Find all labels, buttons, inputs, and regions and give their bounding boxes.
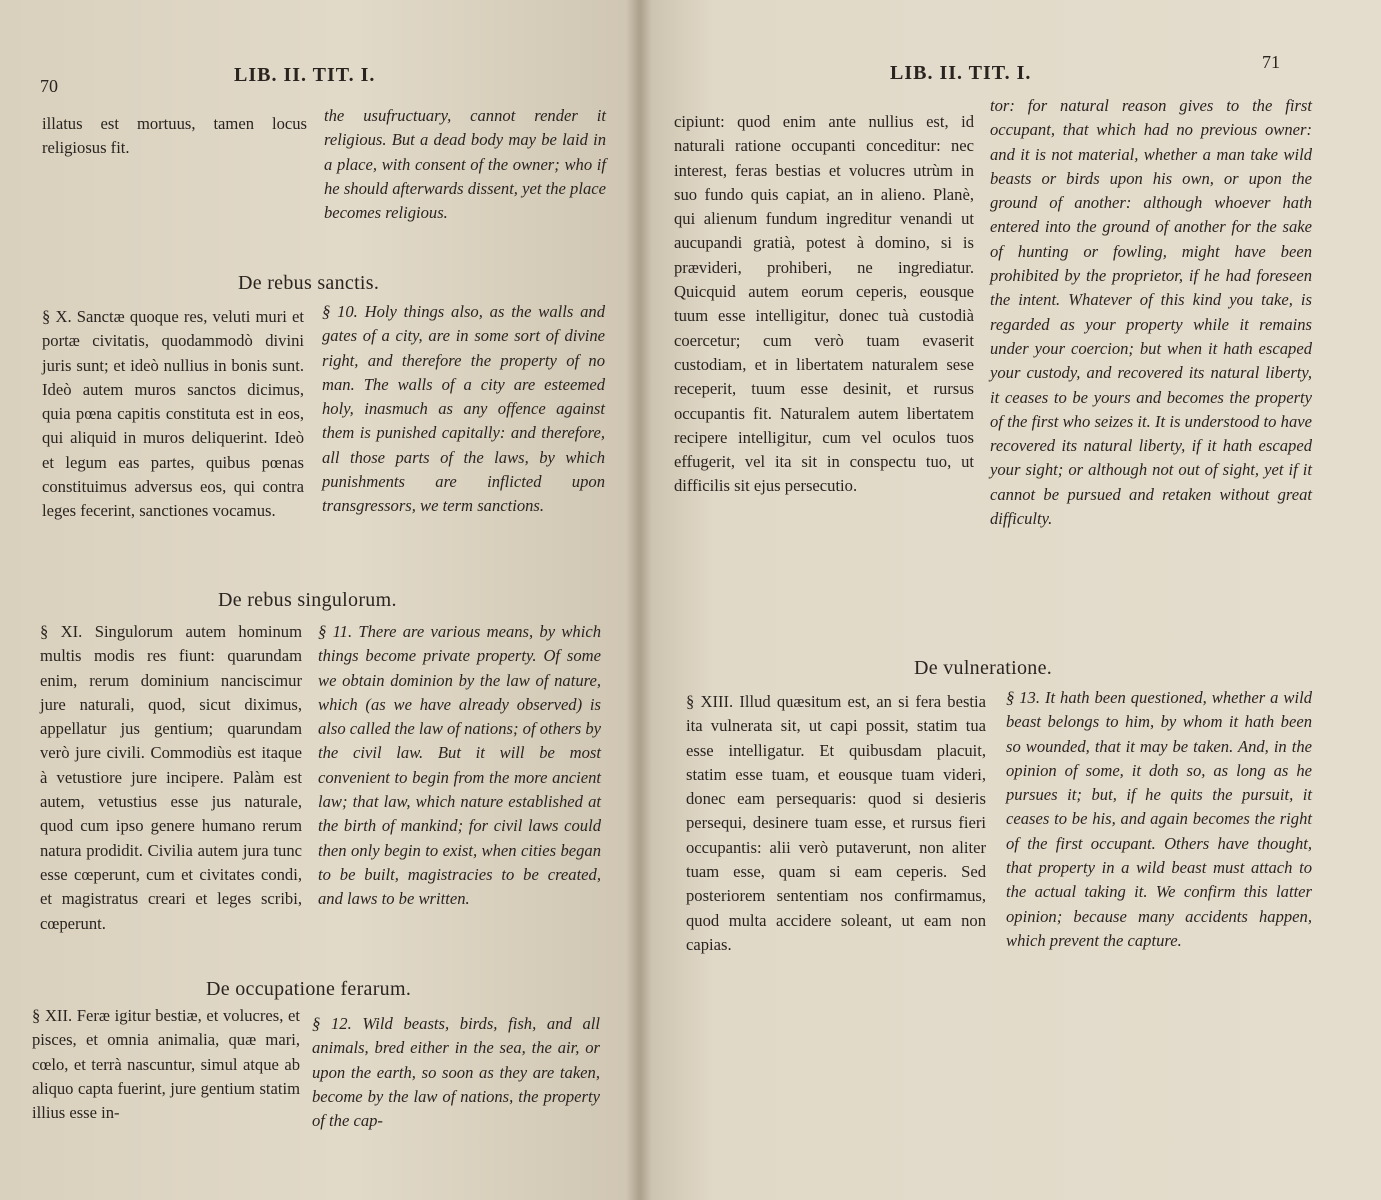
right-running-head: LIB. II. TIT. I. — [890, 62, 1032, 84]
section-english — [318, 620, 601, 912]
english-text: § 10. Holy things also, as the walls and gates of a city, are in some sort of divine right, and therefore the property of no man. The walls of a city are esteemed holy, inasmuch as any offence against them is punished capitally: and therefore, all those parts of the laws, by which punishments are inflicted upon transgressors, we term sanctions. — [322, 302, 605, 516]
section-heading: De vulneratione. — [914, 657, 1053, 679]
english-text: tor: for natural reason gives to the first occupant, that which had no previous owner: and it is not material, whether a man take wild beasts or birds upon his own, or upon the ground of another: although whoever hath entered into the ground of another for the sake of hunting or fowling, might have been prohibited by the proprietor, if he had foreseen the intent. Whatever of this kind you take, is regarded as your property while it remains under your coercion; but when it hath escaped your custody, and recovered its natural liberty, it ceases to be yours and becomes the property of the first who seizes it. It is understood to have recovered its natural liberty, if it hath escaped your sight; or although not out of sight, yet if it cannot be pursued and retaken without great difficulty. — [990, 96, 1312, 529]
english-text: the usufructuary, cannot render it religious. But a dead body may be laid in a place, with consent of the owner; who if he should afterwards dissent, yet the place becomes religious. — [324, 106, 606, 223]
left-top-english — [324, 104, 606, 225]
section-latin — [32, 1004, 300, 1125]
section-latin — [686, 690, 986, 957]
book-gutter — [626, 0, 652, 1200]
latin-text: illatus est mortuus, tamen locus religiosus fit. — [42, 114, 307, 158]
section-english — [322, 300, 605, 519]
english-text: § 12. Wild beasts, birds, fish, and all animals, bred either in the sea, the air, or upon the earth, so soon as they are taken, become by the law of nations, the property of the cap- — [312, 1014, 600, 1131]
latin-text: cipiunt: quod enim ante nullius est, id naturali ratione occupanti conceditur: nec interest, feras bestias et volucres utrùm in suo fundo quis capiat, an in alieno. Planè, qui alienum fundum ingreditur venandi ut aucupandi gratià, potest à domino, si is prævideri, prohiberi, ne ingrediatur. Quicquid autem eorum ceperis, eousque tuum esse intelligitur, donec tuà custodià coercetur; cum verò tuam evaserit custodiam, et in libertatem naturalem sese receperit, tuum esse desinit, et rursus occupantis fit. Naturalem autem libertatem recipere intelligitur, cum vel oculos tuos effugerit, vel ita sit in conspectu tuo, ut difficilis sit ejus persecutio. — [674, 112, 974, 496]
right-page-number: 71 — [1262, 52, 1280, 72]
section-english — [312, 1012, 600, 1133]
left-top-latin — [42, 112, 307, 161]
section-latin — [42, 305, 304, 524]
latin-text: § XII. Feræ igitur bestiæ, et volucres, et pisces, et omnia animalia, quæ mari, cœlo, et terrà nascuntur, simul atque ab aliquo capta fuerint, jure gentium statim illius esse in- — [32, 1006, 300, 1123]
latin-text: § XIII. Illud quæsitum est, an si fera bestia ita vulnerata sit, ut capi possit, statim tua esse intelligatur. Et quibusdam placuit, statim esse tuam, et eousque tuam videri, donec eam persequaris: quod si desieris persequi, desinere tuam esse, et rursus fieri occupantis: alii verò putaverunt, non aliter tuam esse, quam si eam ceperis. Sed posteriorem sententiam nos confirmamus, quod multa accidere soleant, ut eam non capias. — [686, 692, 986, 954]
english-text: § 13. It hath been questioned, whether a wild beast belongs to him, by whom it hath been so wounded, that it may be taken. And, in the opinion of some, it doth so, as long as he pursues it; but, if he quits the pursuit, it ceases to be his, and again becomes the right of the first occupant. Others have thought, that property in a wild beast must attach to the actual taking it. We confirm this latter opinion; because many accidents happen, which prevent the capture. — [1006, 688, 1312, 950]
left-page-number: 70 — [40, 76, 58, 96]
section-latin — [40, 620, 302, 936]
section-heading: De rebus sanctis. — [238, 272, 380, 294]
english-text: § 11. There are various means, by which things become private property. Of some we obtain dominion by the law of nature, which (as we have already observed) is also called the law of nations; of others by the civil law. But it will be most convenient to begin from the more ancient law; that law, which nature established at the birth of mankind; for civil laws could then only begin to exist, when cities began to be built, magistracies to be created, and laws to be written. — [318, 622, 601, 909]
right-page — [640, 0, 1381, 1200]
latin-text: § XI. Singulorum autem hominum multis modis res fiunt: quarundam enim, rerum dominium nanciscimur jure naturali, quod, sicut diximus, appellatur jus gentium; quarundam verò jure civili. Commodiùs est itaque à vetustiore jure incipere. Palàm est autem, vetustius esse jus naturale, quod cum ipso genere humano rerum natura prodidit. Civilia autem jura tunc esse cœperunt, cum et civitates condi, et magistratus creari et leges scribi, cœperunt. — [40, 622, 302, 933]
section-heading: De rebus singulorum. — [218, 589, 397, 611]
latin-text: § X. Sanctæ quoque res, veluti muri et portæ civitatis, quodammodò divini juris sunt; et ideò nullius in bonis sunt. Ideò autem muros sanctos dicimus, quia pœna capitis constituta est in eos, qui aliquid in muros deliquerint. Ideò et legum eas partes, quibus pœnas constituimus adversus eos, qui contra leges fecerint, sanctiones vocamus. — [42, 307, 304, 521]
section-heading: De occupatione ferarum. — [206, 978, 412, 1000]
left-running-head: LIB. II. TIT. I. — [234, 64, 376, 86]
right-top-latin — [674, 110, 974, 499]
right-top-english — [990, 94, 1312, 531]
left-page — [0, 0, 640, 1200]
section-english — [1006, 686, 1312, 953]
